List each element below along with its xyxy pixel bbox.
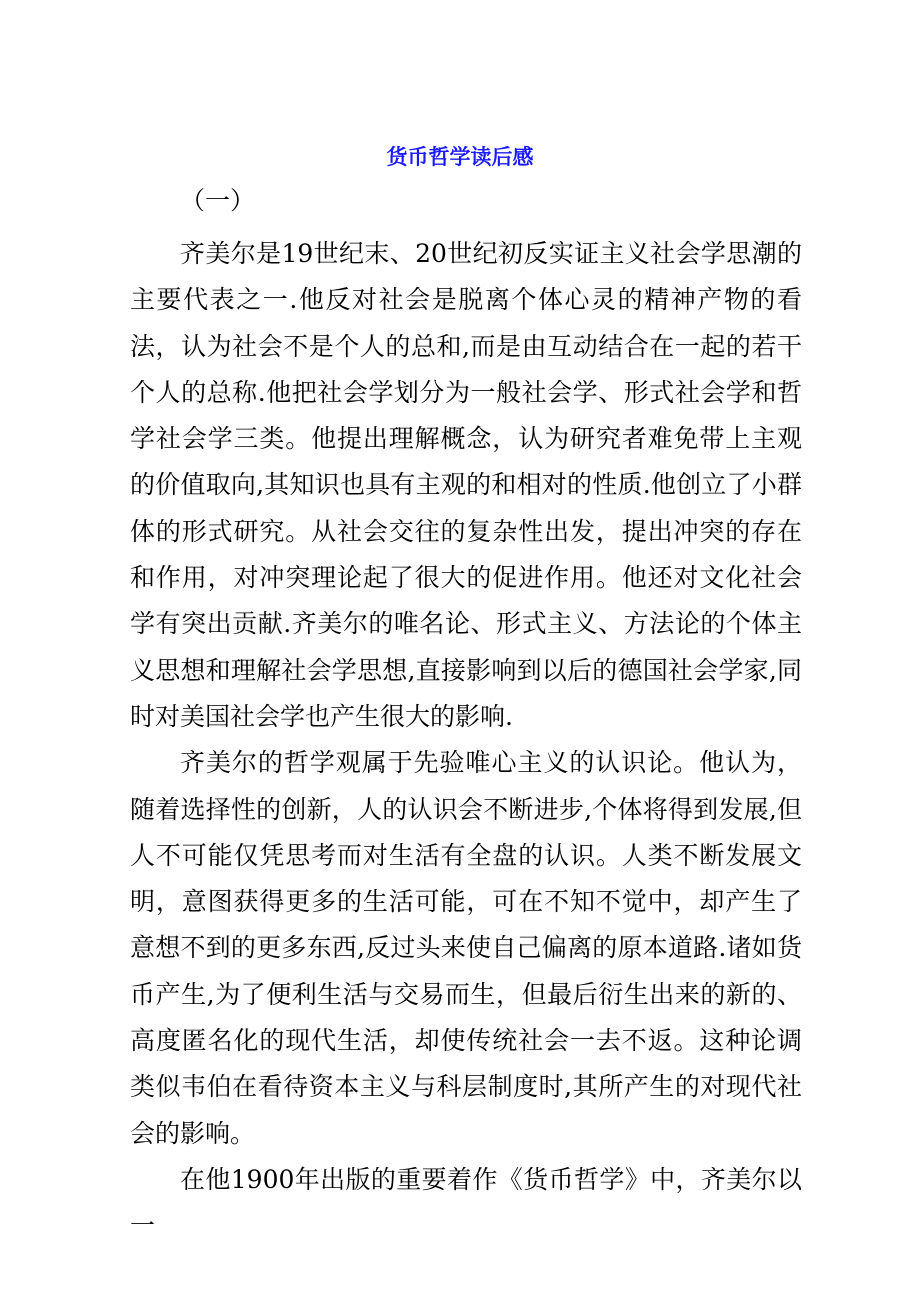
section-label: （一） <box>180 186 256 215</box>
paragraph: 齐美尔的哲学观属于先验唯心主义的认识论。他认为，随着选择性的创新，人的认识会不断进步,个体将得到发展,但人不可能仅凭思考而对生活有全盘的认识。人类不断发展文明，意图获得更多的生活可能，可在不知不觉中，却产生了意想不到的更多东西,反过头来使自己偏离的原本道路.诸如货币产生,为了便利生活与交易而生，但最后衍生出来的新的、高度匿名化的现代生活，却使传统社会一去不返。这种论调类似韦伯在看待资本主义与科层制度时,其所产生的对现代社会的影响。 <box>130 748 802 1148</box>
paragraph: 齐美尔是19世纪末、20世纪初反实证主义社会学思潮的主要代表之一.他反对社会是脱离个体心灵的精神产物的看法，认为社会不是个人的总和,而是由互动结合在一起的若干个人的总称.他把社会学划分为一般社会学、形式社会学和哲学社会学三类。他提出理解概念，认为研究者难免带上主观的价值取向,其知识也具有主观的和相对的性质.他创立了小群体的形式研究。从社会交往的复杂性出发，提出冲突的存在和作用，对冲突理论起了很大的促进作用。他还对文化社会学有突出贡献.齐美尔的唯名论、形式主义、方法论的个体主义思想和理解社会学思想,直接影响到以后的德国社会学家,同时对美国社会学也产生很大的影响. <box>130 239 802 731</box>
document-body <box>130 231 802 1250</box>
document-title: 货币哲学读后感 <box>386 145 534 169</box>
paragraph: 在他1900年出版的重要着作《货币哲学》中，齐美尔以一 <box>130 1164 802 1241</box>
